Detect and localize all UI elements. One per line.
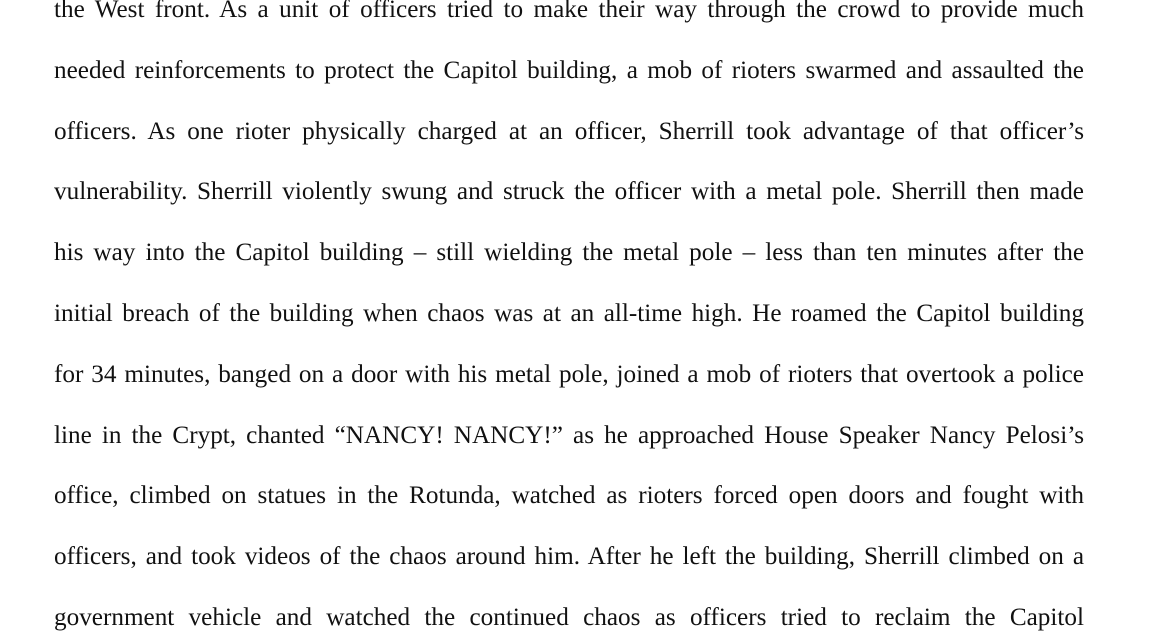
text-line: initial breach of the building when chaos was at an all-time high. He roamed the Capitol building bbox=[54, 299, 1084, 327]
text-line: vulnerability. Sherrill violently swung and struck the officer with a metal pole. Sherrill then made bbox=[54, 178, 1084, 206]
text-line: office, climbed on statues in the Rotunda, watched as rioters forced open doors and fought with bbox=[54, 482, 1084, 510]
text-line: line in the Crypt, chanted “NANCY! NANCY!” as he approached House Speaker Nancy Pelosi’s bbox=[54, 421, 1084, 449]
body-paragraph bbox=[54, 0, 1084, 632]
text-line: his way into the Capitol building – still wielding the metal pole – less than ten minutes after the bbox=[54, 239, 1084, 267]
text-line: officers, and took videos of the chaos around him. After he left the building, Sherrill climbed on a bbox=[54, 543, 1084, 571]
text-line: government vehicle and watched the continued chaos as officers tried to reclaim the Capitol bbox=[54, 603, 1084, 631]
text-line: the West front. As a unit of officers tried to make their way through the crowd to provide much bbox=[54, 0, 1084, 23]
text-line: needed reinforcements to protect the Capitol building, a mob of rioters swarmed and assaulted the bbox=[54, 56, 1084, 84]
text-line: for 34 minutes, banged on a door with his metal pole, joined a mob of rioters that overtook a police bbox=[54, 360, 1084, 388]
text-line: officers. As one rioter physically charged at an officer, Sherrill took advantage of that officer’s bbox=[54, 117, 1084, 145]
